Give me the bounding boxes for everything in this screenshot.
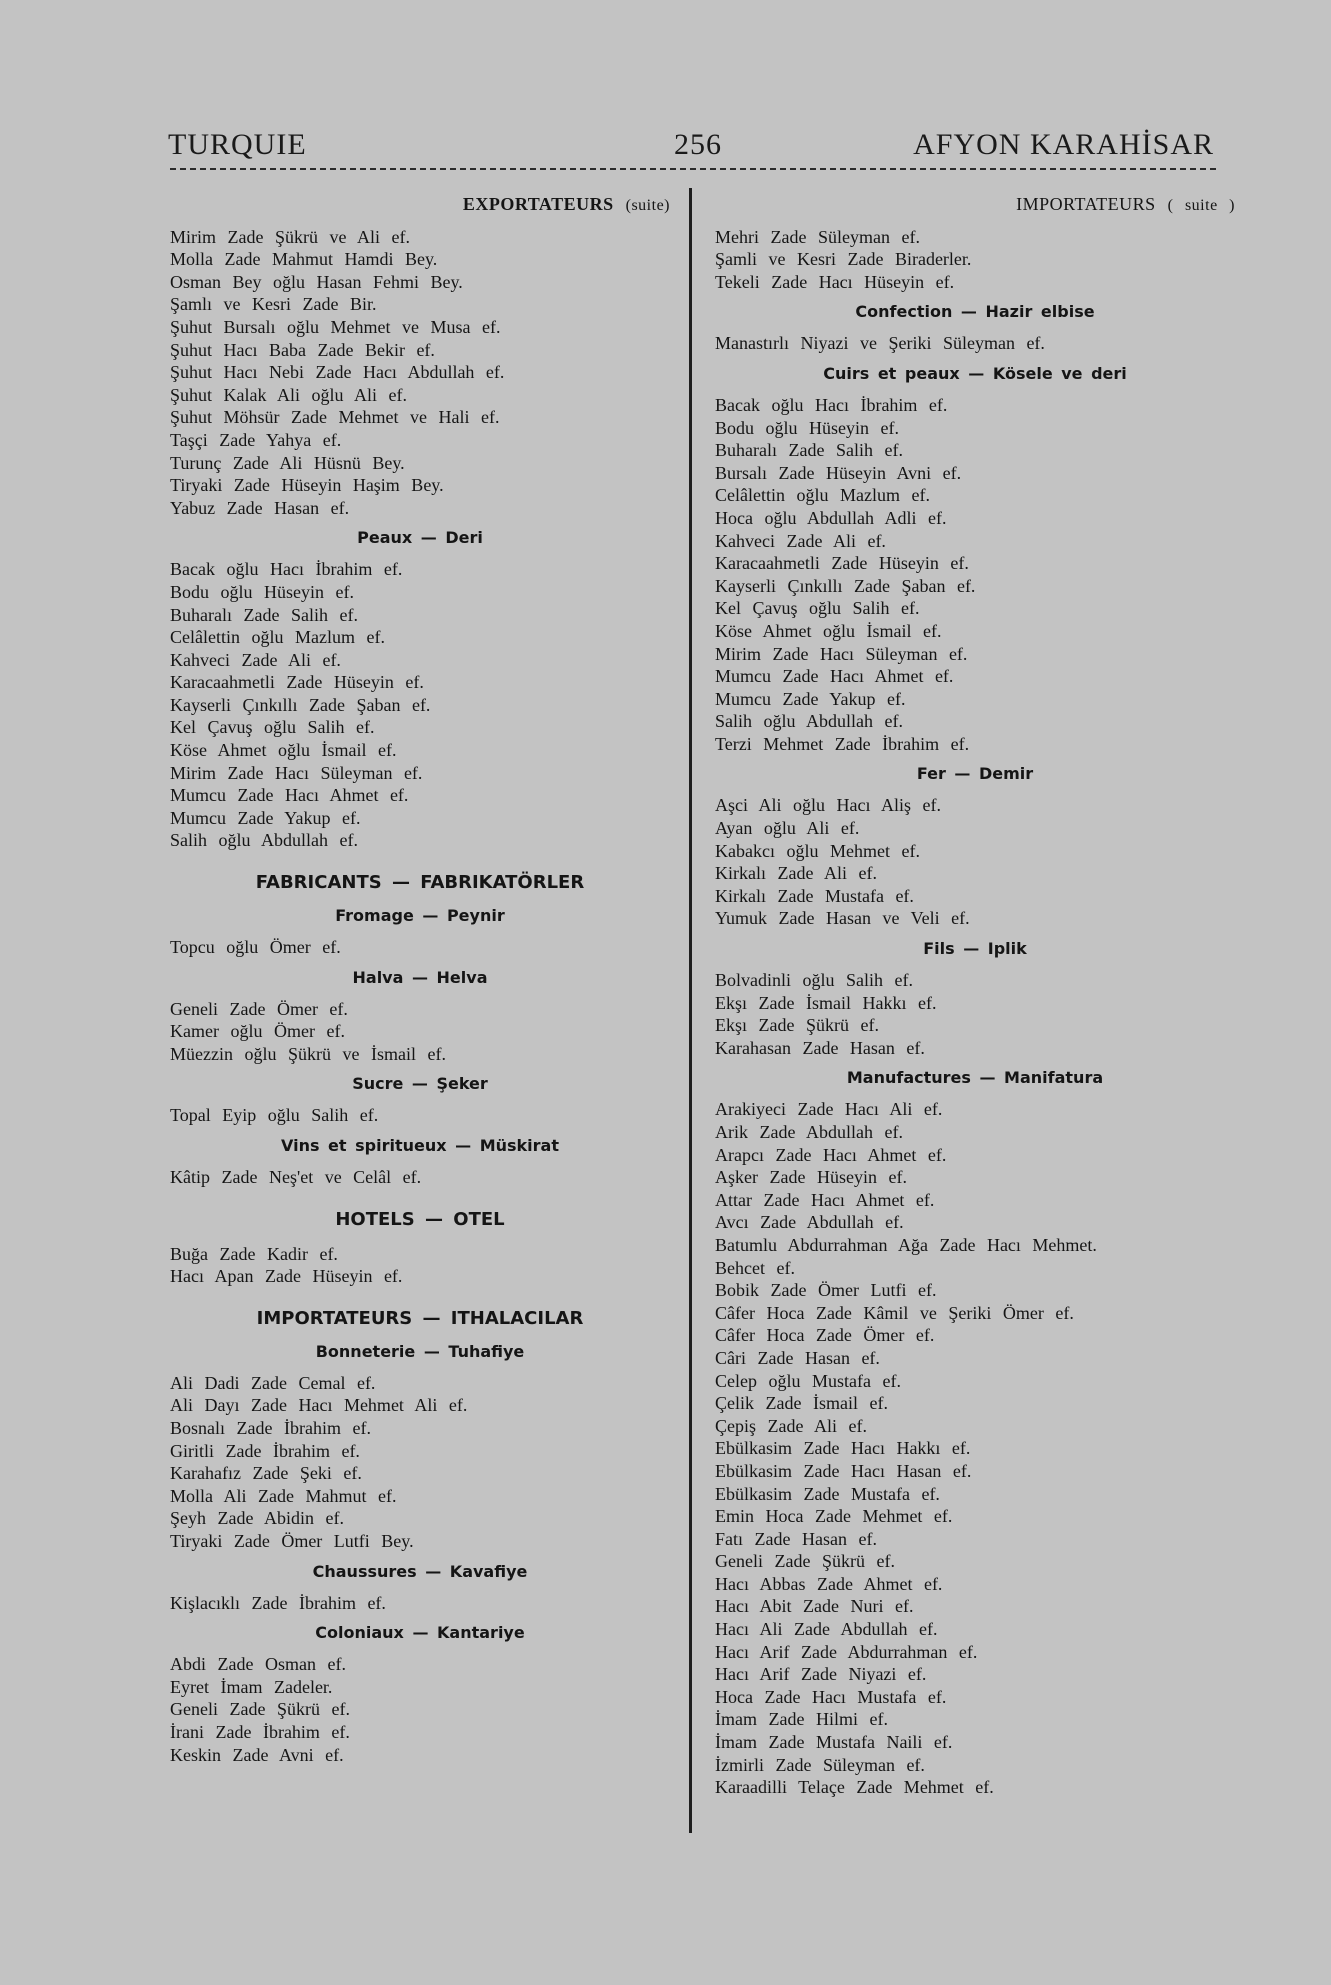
left-continuation-suite: (suite) <box>625 197 670 214</box>
category-heading: HOTELS — OTEL <box>335 1208 505 1230</box>
directory-entry: Geneli Zade Şükrü ef. <box>170 1699 350 1720</box>
directory-entry: Arapcı Zade Hacı Ahmet ef. <box>715 1144 947 1165</box>
directory-entry: Salih oğlu Abdullah ef. <box>170 830 358 851</box>
directory-entry: Bodu oğlu Hüseyin ef. <box>715 417 899 438</box>
entry-list <box>170 1166 670 1189</box>
section-heading: Fer — Demir <box>916 764 1034 784</box>
directory-entry: Avcı Zade Abdullah ef. <box>715 1212 904 1233</box>
directory-entry: Bosnalı Zade İbrahim ef. <box>170 1417 371 1438</box>
entry-list <box>170 1372 670 1553</box>
entry-list <box>715 969 1235 1059</box>
directory-entry: Şeyh Zade Abidin ef. <box>170 1508 344 1529</box>
directory-entry: Kel Çavuş oğlu Salih ef. <box>170 717 375 738</box>
directory-entry: Topal Eyip oğlu Salih ef. <box>170 1105 379 1126</box>
directory-entry: İmam Zade Mustafa Naili ef. <box>715 1732 953 1753</box>
right-continuation-suite: ( suite ) <box>1167 197 1235 214</box>
directory-entry: Karahasan Zade Hasan ef. <box>715 1037 925 1058</box>
directory-entry: Celep oğlu Mustafa ef. <box>715 1370 901 1391</box>
directory-entry: Mirim Zade Şükrü ve Ali ef. <box>170 226 410 247</box>
directory-entry: Şuhut Möhsür Zade Mehmet ve Hali ef. <box>170 407 500 428</box>
directory-entry: Ebülkasim Zade Hacı Hasan ef. <box>715 1460 972 1481</box>
section-heading: Cuirs et peaux — Kösele ve deri <box>823 363 1127 383</box>
directory-entry: Salih oğlu Abdullah ef. <box>715 711 903 732</box>
directory-entry: Bacak oğlu Hacı İbrahim ef. <box>170 559 403 580</box>
directory-entry: İrani Zade İbrahim ef. <box>170 1721 350 1742</box>
section-heading: Vins et spiritueux — Müskirat <box>280 1136 559 1155</box>
directory-entry: Aşker Zade Hüseyin ef. <box>715 1167 907 1188</box>
directory-entry: Bolvadinli oğlu Salih ef. <box>715 970 913 991</box>
entry-list <box>170 558 670 852</box>
directory-entry: Câfer Hoca Zade Kâmil ve Şeriki Ömer ef. <box>715 1302 1074 1323</box>
directory-entry: Ekşı Zade Şükrü ef. <box>715 1015 879 1036</box>
directory-entry: Giritli Zade İbrahim ef. <box>170 1440 360 1461</box>
directory-entry: Kayserli Çınkıllı Zade Şaban ef. <box>170 694 431 715</box>
directory-entry: Câfer Hoca Zade Ömer ef. <box>715 1325 935 1346</box>
directory-entry: Kişlacıklı Zade İbrahim ef. <box>170 1592 386 1613</box>
directory-entry: Çepiş Zade Ali ef. <box>715 1415 867 1436</box>
directory-entry: Çelik Zade İsmail ef. <box>715 1393 888 1414</box>
entry-list <box>170 998 670 1066</box>
directory-entry: Karahafız Zade Şeki ef. <box>170 1463 362 1484</box>
entry-list <box>170 936 670 959</box>
directory-entry: Bobik Zade Ömer Lutfi ef. <box>715 1280 937 1301</box>
section-heading: Coloniaux — Kantariye <box>315 1623 525 1643</box>
directory-entry: Şuhut Kalak Ali oğlu Ali ef. <box>170 384 407 405</box>
directory-entry: Osman Bey oğlu Hasan Fehmi Bey. <box>170 271 463 292</box>
directory-entry: Mumcu Zade Yakup ef. <box>715 688 906 709</box>
directory-entry: Kabakcı oğlu Mehmet ef. <box>715 840 920 861</box>
directory-entry: Mirim Zade Hacı Süleyman ef. <box>715 643 968 664</box>
directory-entry: Hoca Zade Hacı Mustafa ef. <box>715 1686 947 1707</box>
right-continuation-heading <box>715 193 1235 218</box>
directory-entry: Behcet ef. <box>715 1257 795 1278</box>
directory-entry: Tiryaki Zade Hüseyin Haşim Bey. <box>170 475 444 496</box>
directory-entry: Arakiyeci Zade Hacı Ali ef. <box>715 1099 943 1120</box>
directory-entry: Müezzin oğlu Şükrü ve İsmail ef. <box>170 1043 446 1064</box>
directory-entry: Buharalı Zade Salih ef. <box>715 440 903 461</box>
directory-entry: Yumuk Zade Hasan ve Veli ef. <box>715 908 970 929</box>
page-header <box>168 128 1214 168</box>
directory-entry: Mehri Zade Süleyman ef. <box>715 226 920 247</box>
right-continuation-title: IMPORTATEURS <box>1016 194 1156 214</box>
category-heading: FABRICANTS — FABRIKATÖRLER <box>255 872 585 894</box>
right-column-blocks <box>715 226 1235 1799</box>
directory-entry: Karacaahmetli Zade Hüseyin ef. <box>715 553 969 574</box>
directory-entry: Turunç Zade Ali Hüsnü Bey. <box>170 452 405 473</box>
entry-list <box>170 226 670 520</box>
right-column <box>715 193 1235 1799</box>
directory-entry: Tekeli Zade Hacı Hüseyin ef. <box>715 271 955 292</box>
entry-list <box>170 1653 670 1766</box>
directory-entry: Câri Zade Hasan ef. <box>715 1347 880 1368</box>
section-heading: Manufactures — Manifatura <box>846 1068 1104 1088</box>
directory-entry: Buharalı Zade Salih ef. <box>170 604 358 625</box>
directory-entry: Taşçi Zade Yahya ef. <box>170 429 342 450</box>
directory-entry: Manastırlı Niyazi ve Şeriki Süleyman ef. <box>715 333 1045 354</box>
directory-entry: Kirkalı Zade Mustafa ef. <box>715 885 914 906</box>
section-heading: Peaux — Deri <box>357 528 483 548</box>
directory-entry: Celâlettin oğlu Mazlum ef. <box>170 627 385 648</box>
directory-entry: Kirkalı Zade Ali ef. <box>715 863 877 884</box>
directory-entry: Hacı Arif Zade Niyazi ef. <box>715 1664 927 1685</box>
directory-entry: Molla Zade Mahmut Hamdi Bey. <box>170 249 438 270</box>
directory-entry: Molla Ali Zade Mahmut ef. <box>170 1485 397 1506</box>
directory-entry: Buğa Zade Kadir ef. <box>170 1243 338 1264</box>
directory-entry: Ekşı Zade İsmail Hakkı ef. <box>715 992 937 1013</box>
directory-entry: Şuhut Hacı Baba Zade Bekir ef. <box>170 339 435 360</box>
directory-entry: Şamlı ve Kesri Zade Bir. <box>170 294 377 315</box>
directory-entry: Ebülkasim Zade Mustafa ef. <box>715 1483 940 1504</box>
entry-list <box>170 1104 670 1127</box>
directory-entry: İmam Zade Hilmi ef. <box>715 1709 888 1730</box>
directory-entry: Kel Çavuş oğlu Salih ef. <box>715 598 920 619</box>
directory-entry: Geneli Zade Şükrü ef. <box>715 1551 895 1572</box>
header-rule <box>170 168 1216 170</box>
section-heading: Chaussures — Kavafiye <box>312 1561 528 1581</box>
directory-entry: Batumlu Abdurrahman Ağa Zade Hacı Mehmet. <box>715 1234 1097 1255</box>
directory-entry: Karacaahmetli Zade Hüseyin ef. <box>170 672 424 693</box>
section-heading: Confection — Hazir elbise <box>855 302 1095 322</box>
left-continuation-heading <box>170 193 670 218</box>
directory-entry: Eyret İmam Zadeler. <box>170 1676 333 1697</box>
directory-entry: Terzi Mehmet Zade İbrahim ef. <box>715 733 970 754</box>
directory-entry: Mumcu Zade Yakup ef. <box>170 807 361 828</box>
directory-entry: Şamli ve Kesri Zade Biraderler. <box>715 249 972 270</box>
directory-entry: Ali Dayı Zade Hacı Mehmet Ali ef. <box>170 1395 468 1416</box>
directory-entry: Tiryaki Zade Ömer Lutfi Bey. <box>170 1530 414 1551</box>
directory-entry: Hacı Abbas Zade Ahmet ef. <box>715 1573 943 1594</box>
entry-list <box>715 226 1235 294</box>
category-heading: IMPORTATEURS — ITHALACILAR <box>256 1307 584 1329</box>
directory-entry: Mumcu Zade Hacı Ahmet ef. <box>170 785 409 806</box>
directory-entry: Köse Ahmet oğlu İsmail ef. <box>170 740 397 761</box>
column-divider <box>689 188 692 1833</box>
entry-list <box>715 394 1235 756</box>
directory-entry: Emin Hoca Zade Mehmet ef. <box>715 1506 953 1527</box>
entry-list <box>715 794 1235 930</box>
section-heading: Halva — Helva <box>352 967 488 987</box>
directory-entry: Topcu oğlu Ömer ef. <box>170 937 341 958</box>
directory-entry: Bodu oğlu Hüseyin ef. <box>170 581 354 602</box>
country-label: TURQUIE <box>168 128 307 161</box>
directory-entry: Hoca oğlu Abdullah Adli ef. <box>715 507 947 528</box>
directory-entry: Ali Dadi Zade Cemal ef. <box>170 1372 376 1393</box>
section-heading: Fromage — Peynir <box>335 906 505 926</box>
directory-entry: Fatı Zade Hasan ef. <box>715 1528 877 1549</box>
directory-entry: Bacak oğlu Hacı İbrahim ef. <box>715 394 948 415</box>
directory-entry: Aşci Ali oğlu Hacı Aliş ef. <box>715 795 941 816</box>
city-label: AFYON KARAHİSAR <box>913 128 1214 161</box>
directory-entry: Karaadilli Telaçe Zade Mehmet ef. <box>715 1777 994 1798</box>
directory-entry: Hacı Arif Zade Abdurrahman ef. <box>715 1641 978 1662</box>
directory-entry: Ebülkasim Zade Hacı Hakkı ef. <box>715 1438 971 1459</box>
directory-entry: Yabuz Zade Hasan ef. <box>170 497 350 518</box>
directory-entry: Bursalı Zade Hüseyin Avni ef. <box>715 462 962 483</box>
directory-entry: Mumcu Zade Hacı Ahmet ef. <box>715 666 954 687</box>
section-heading: Sucre — Şeker <box>352 1074 488 1094</box>
directory-entry: Arik Zade Abdullah ef. <box>715 1122 903 1142</box>
page-number: 256 <box>674 128 722 161</box>
directory-entry: Mirim Zade Hacı Süleyman ef. <box>170 762 423 783</box>
directory-entry: Kâtip Zade Neş'et ve Celâl ef. <box>170 1167 422 1187</box>
directory-entry: Keskin Zade Avni ef. <box>170 1744 344 1765</box>
directory-entry: Kayserli Çınkıllı Zade Şaban ef. <box>715 575 976 596</box>
entry-list <box>170 1243 670 1288</box>
directory-entry: Kamer oğlu Ömer ef. <box>170 1021 345 1042</box>
left-column <box>170 193 670 1766</box>
section-heading: Bonneterie — Tuhafiye <box>315 1341 525 1361</box>
directory-entry: Hacı Ali Zade Abdullah ef. <box>715 1619 938 1640</box>
directory-entry: Geneli Zade Ömer ef. <box>170 998 348 1019</box>
entry-list <box>170 1592 670 1615</box>
directory-entry: Ayan oğlu Ali ef. <box>715 818 860 839</box>
directory-entry: Abdi Zade Osman ef. <box>170 1654 346 1675</box>
directory-entry: Şuhut Bursalı oğlu Mehmet ve Musa ef. <box>170 316 501 337</box>
directory-entry: Şuhut Hacı Nebi Zade Hacı Abdullah ef. <box>170 362 505 383</box>
left-continuation-title: EXPORTATEURS <box>462 194 614 214</box>
directory-entry: Attar Zade Hacı Ahmet ef. <box>715 1189 935 1210</box>
directory-entry: Hacı Abit Zade Nuri ef. <box>715 1596 914 1617</box>
directory-entry: Kahveci Zade Ali ef. <box>715 530 886 551</box>
directory-entry: Kahveci Zade Ali ef. <box>170 649 341 670</box>
directory-entry: İzmirli Zade Süleyman ef. <box>715 1754 925 1775</box>
entry-list <box>715 332 1235 355</box>
left-column-blocks <box>170 226 670 1767</box>
directory-entry: Köse Ahmet oğlu İsmail ef. <box>715 620 942 641</box>
entry-list <box>715 1098 1235 1798</box>
directory-entry: Celâlettin oğlu Mazlum ef. <box>715 485 930 506</box>
directory-entry: Hacı Apan Zade Hüseyin ef. <box>170 1266 403 1287</box>
section-heading: Fils — Iplik <box>923 939 1027 959</box>
